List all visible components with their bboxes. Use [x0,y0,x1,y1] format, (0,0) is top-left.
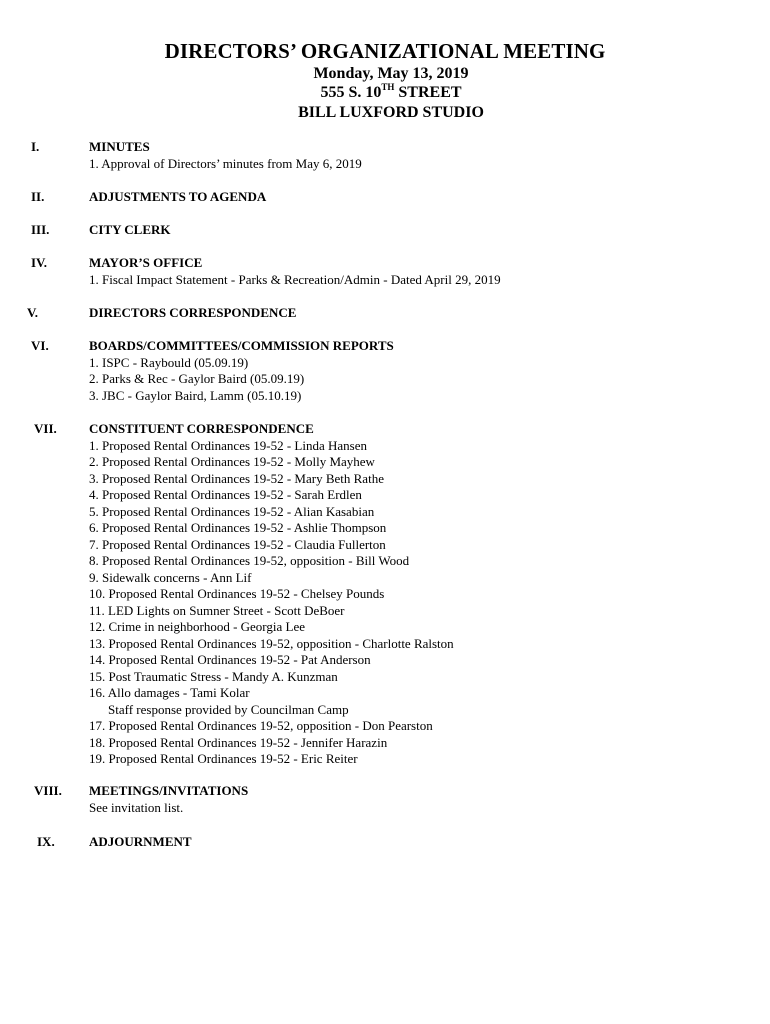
list-item: 19. Proposed Rental Ordinances 19-52 - Eric Reiter [89,751,358,766]
meeting-title: DIRECTORS’ ORGANIZATIONAL MEETING [164,39,606,63]
list-item: 1. Proposed Rental Ordinances 19-52 - Linda Hansen [89,437,367,453]
list-item: 2. Parks & Rec - Gaylor Baird (05.09.19) [89,371,305,386]
list-item-note: Staff response provided by Councilman Camp [108,701,349,717]
list-item: 16. Allo damages - Tami Kolar [89,685,250,700]
list-item: 7. Proposed Rental Ordinances 19-52 - Claudia Fullerton [89,536,386,552]
section-numeral: VI. [31,338,49,353]
section-title: BOARDS/COMMITTEES/COMMISSION REPORTS [89,338,394,353]
section-numeral: II. [31,189,45,204]
list-item: 11. LED Lights on Sumner Street - Scott DeBoer [89,602,345,618]
list-item: 3. Proposed Rental Ordinances 19-52 - Mary Beth Rathe [89,470,384,486]
section-note: See invitation list. [89,799,184,815]
section-title: ADJUSTMENTS TO AGENDA [89,189,267,204]
list-item: 18. Proposed Rental Ordinances 19-52 - Jennifer Harazin [89,734,388,750]
list-item: 13. Proposed Rental Ordinances 19-52, opposition - Charlotte Ralston [89,635,454,651]
section-title: MAYOR’S OFFICE [89,255,203,270]
section-numeral: IX. [37,834,55,849]
list-item: 1. ISPC - Raybould (05.09.19) [89,354,249,370]
section-title: MEETINGS/INVITATIONS [89,783,249,798]
list-item: 9. Sidewalk concerns - Ann Lif [89,569,252,585]
list-item: 17. Proposed Rental Ordinances 19-52, opposition - Don Pearston [89,718,433,733]
meeting-address [6,81,770,102]
list-item: 1. Approval of Directors’ minutes from May 6, 2019 [89,155,362,171]
address-ordinal-suffix: TH [381,81,395,92]
list-item: 8. Proposed Rental Ordinances 19-52, opposition - Bill Wood [89,553,410,568]
section-numeral: III. [31,222,50,237]
section-numeral: VII. [34,421,57,436]
section-title: CITY CLERK [89,222,171,237]
meeting-location: BILL LUXFORD STUDIO [298,104,484,121]
list-item: 3. JBC - Gaylor Baird, Lamm (05.10.19) [89,387,302,403]
list-item: 10. Proposed Rental Ordinances 19-52 - Chelsey Pounds [89,586,385,601]
section-title: ADJOURNMENT [89,834,192,849]
list-item: 4. Proposed Rental Ordinances 19-52 - Sarah Erdlen [89,487,362,502]
address-number: 555 S. 10 [320,84,382,101]
list-item: 12. Crime in neighborhood - Georgia Lee [89,619,306,634]
list-item: 2. Proposed Rental Ordinances 19-52 - Molly Mayhew [89,454,375,469]
section-title: CONSTITUENT CORRESPONDENCE [89,421,314,436]
section-title: MINUTES [89,139,150,154]
list-item: 1. Fiscal Impact Statement - Parks & Recreation/Admin - Dated April 29, 2019 [89,271,501,287]
list-item: 14. Proposed Rental Ordinances 19-52 - Pat Anderson [89,652,371,667]
address-street: STREET [394,84,462,101]
section-numeral: VIII. [34,783,62,798]
section-title: DIRECTORS CORRESPONDENCE [89,305,297,320]
meeting-date: Monday, May 13, 2019 [313,65,469,82]
list-item: 15. Post Traumatic Stress - Mandy A. Kunzman [89,668,338,684]
section-numeral: V. [27,305,38,320]
list-item: 6. Proposed Rental Ordinances 19-52 - Ashlie Thompson [89,520,387,535]
section-numeral: IV. [31,255,48,270]
list-item: 5. Proposed Rental Ordinances 19-52 - Alian Kasabian [89,503,375,519]
section-numeral: I. [31,139,40,154]
